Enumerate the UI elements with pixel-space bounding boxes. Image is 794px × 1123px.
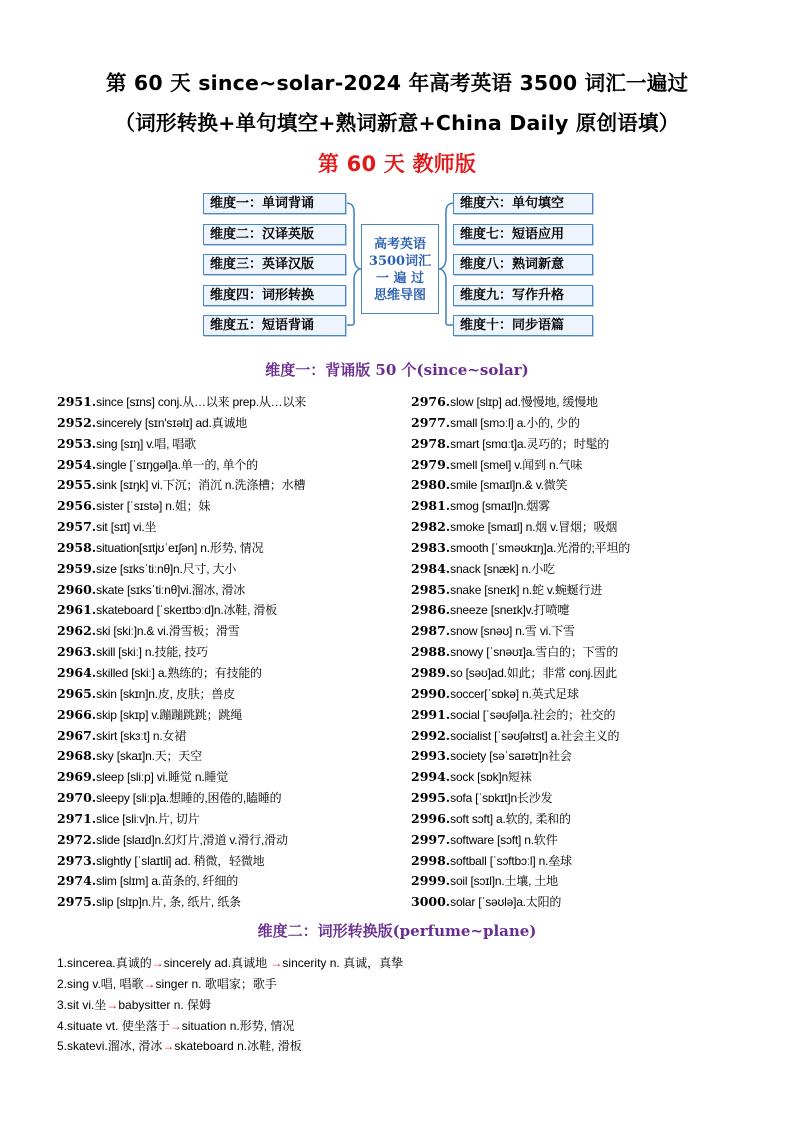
mindmap-node: 维度八：熟词新意 [453,254,593,275]
vocab-text: skip [skɪp] v.蹦蹦跳跳；跳绳 [96,707,243,722]
vocab-text: sink [sɪŋk] vi.下沉；消沉 n.洗涤槽；水槽 [96,478,306,493]
mindmap-node: 维度七：短语应用 [453,224,593,245]
vocab-column-right [411,392,630,913]
vocab-text: smoke [smaɪl] n.烟 v.冒烟；吸烟 [450,520,618,535]
vocab-number: 2974. [57,873,97,889]
vocab-entry [411,538,630,559]
transformation-part: 3.sit vi.坐 [57,997,107,1012]
vocab-text: smile [smaɪl]n.& v.微笑 [450,478,568,493]
vocab-text: solar [ˈsəʊlə]a.太阳的 [450,895,562,910]
vocab-number: 2965. [57,685,97,701]
vocab-number: 2993. [411,748,451,764]
vocab-entry [411,788,630,809]
vocab-text: sincerely [sɪn'sɪəlɪ] ad.真诚地 [96,415,248,430]
mindmap-node: 维度十：同步语篇 [453,315,593,336]
vocab-number: 2961. [57,602,97,618]
edition-label: 第 60 天 教师版 [317,152,477,176]
vocab-text: sister [ˈsɪstə] n.姐；妹 [96,499,211,514]
transformation-part: 2.sing v.唱, 唱歌 [57,976,144,991]
vocab-text: soft sɔft] a.软的, 柔和的 [450,811,571,826]
vocab-entry [411,746,630,767]
transformation-part: skateboard n.冰鞋, 滑板 [174,1039,302,1054]
vocab-text: smart [smɑːt]a.灵巧的；时髦的 [450,436,610,451]
vocab-number: 2975. [57,894,97,910]
vocab-entry [411,455,630,476]
vocab-entry [57,496,306,517]
vocab-text: sock [sɒk]n短袜 [450,770,532,785]
vocab-number: 2959. [57,560,97,576]
vocab-number: 2966. [57,706,97,722]
vocab-text: size [sɪksˈtiːnθ]n.尺寸, 大小 [96,561,237,576]
vocab-entry [57,475,306,496]
vocab-entry [57,871,306,892]
vocab-text: sofa [ˈsɒkɪt]n长沙发 [450,791,553,806]
mindmap-center-line: 3500词汇 [368,254,432,269]
vocab-entry [411,392,630,413]
vocab-entry [411,892,630,913]
mindmap-center-line: 思维导图 [373,288,426,303]
vocab-entry [411,434,630,455]
mindmap-node: 维度二：汉译英版 [203,224,346,245]
mindmap-node: 维度六：单句填空 [453,193,593,214]
vocab-text: social [ˈsəʊʃəl]a.社会的；社交的 [450,707,616,722]
vocab-entry [57,830,306,851]
vocab-number: 2960. [57,581,97,597]
page-subtitle: （词形转换+单句填空+熟词新意+China Daily 原创语填） [114,111,680,135]
vocab-entry [57,705,306,726]
vocab-text: skateboard [ˈskeɪtbɔːd]n.冰鞋, 滑板 [96,603,277,618]
vocab-text: smooth [ˈsməʊkɪŋ]a.光滑的;平坦的 [450,540,631,555]
mindmap-node: 维度三：英译汉版 [203,254,346,275]
vocab-number: 2995. [411,790,451,806]
vocab-number: 2957. [57,519,97,535]
transformation-part: sincerely ad.真诚地 [163,956,271,970]
vocab-entry [411,496,630,517]
vocab-entry [57,538,306,559]
vocab-entry [57,642,306,663]
vocab-entry [411,559,630,580]
vocab-number: 2958. [57,539,97,555]
vocab-number: 2971. [57,810,97,826]
vocab-text: snow [snəʊ] n.雪 vi.下雪 [450,624,575,639]
vocab-entry [411,726,630,747]
vocab-entry [57,809,306,830]
vocab-text: small [smɔːl] a.小的, 少的 [450,415,580,430]
arrow-icon: → [162,1039,175,1054]
vocab-entry [411,663,630,684]
vocab-text: smell [smel] v.闻到 n.气味 [450,457,583,472]
arrow-icon: → [151,956,164,970]
vocab-number: 2990. [411,685,451,701]
vocab-number: 2956. [57,498,97,514]
vocab-number: 2980. [411,477,451,493]
vocab-entry [57,851,306,872]
vocab-number: 3000. [411,894,451,910]
transformation-part: situation n.形势, 情况 [181,1018,295,1033]
vocab-number: 2955. [57,477,97,493]
vocab-entry [57,746,306,767]
vocab-number: 2970. [57,790,97,806]
vocab-text: sneeze [sneɪk]v.打喷嚏 [450,603,570,618]
vocab-number: 2963. [57,644,97,660]
vocab-number: 2962. [57,623,97,639]
vocab-entry [57,726,306,747]
vocab-text: slim [slɪm] a.苗条的, 纤细的 [96,874,239,889]
vocab-text: smog [smaɪl]n.烟雾 [450,499,550,514]
vocab-entry [411,809,630,830]
vocab-entry [57,788,306,809]
vocab-number: 2964. [57,664,97,680]
vocab-entry [57,434,306,455]
vocab-text: so [səʊ]ad.如此；非常 conj.因此 [450,665,617,680]
vocab-text: skate [sɪksˈtiːnθ]vi.溜冰, 滑冰 [96,582,246,597]
vocab-text: softball [ˈsɔftbɔːl] n.垒球 [450,853,572,868]
transformation-item [57,1036,403,1057]
vocab-entry [411,851,630,872]
vocab-text: skirt [skɜːt] n.女裙 [96,728,187,743]
section-title-recite: 维度一：背诵版 50 个(since~solar) [265,361,529,379]
section-title-transform: 维度二：词形转换版(perfume~plane) [257,922,537,940]
vocab-number: 2982. [411,519,451,535]
transformation-part: sincerity n. 真诚，真挚 [282,956,404,970]
vocab-entry [57,455,306,476]
vocab-entry [411,600,630,621]
transformation-item [57,995,403,1016]
vocab-number: 2987. [411,623,451,639]
vocab-text: software [sɔft] n.软件 [450,832,558,847]
vocab-number: 2976. [411,394,451,409]
vocab-number: 2996. [411,810,451,826]
vocab-entry [57,559,306,580]
vocab-number: 2951. [57,394,97,409]
mindmap-node: 维度四：词形转换 [203,285,346,306]
transformation-part: 4.situate vt. 使坐落于 [57,1018,170,1033]
vocab-number: 2988. [411,644,451,660]
transformation-item [57,1016,403,1037]
vocab-number: 2985. [411,581,451,597]
vocab-text: slide [slaɪd]n.幻灯片,滑道 v.滑行,滑动 [96,832,288,847]
transformation-item [57,974,403,995]
arrow-icon: → [106,997,119,1012]
vocab-entry [57,767,306,788]
vocab-number: 2973. [57,852,97,868]
vocab-entry [411,413,630,434]
mindmap-center-line: 高考英语 [373,237,426,252]
vocab-number: 2952. [57,414,97,430]
vocab-text: snowy [ˈsnəʊɪ]a.雪白的；下雪的 [450,645,619,660]
vocab-number: 2967. [57,727,97,743]
mindmap-center-box [361,224,439,314]
vocab-text: slice [sliːv]n.片, 切片 [96,811,200,826]
vocab-text: snack [snæk] n.小吃 [450,561,555,576]
vocab-number: 2968. [57,748,97,764]
vocab-number: 2986. [411,602,451,618]
mindmap-node: 维度一：单词背诵 [203,193,346,214]
vocab-entry [57,892,306,913]
vocab-text: sky [skaɪ]n.天；天空 [96,749,202,764]
vocab-text: society [səˈsaɪətɪ]n社会 [450,749,572,764]
vocab-text: situation[sɪtjʊˈeɪʃən] n.形势, 情况 [96,540,264,555]
vocab-text: single [ˈsɪŋɡəl]a.单一的, 单个的 [96,457,258,472]
vocab-text: skin [skɪn]n.皮, 皮肤；兽皮 [96,686,235,701]
transformation-list [57,953,403,1057]
mindmap-node: 维度五：短语背诵 [203,315,346,336]
vocab-text: since [sɪns] conj.从…以来 prep.从…以来 [96,395,307,409]
vocab-entry [57,600,306,621]
vocab-text: slightly [ˈslaɪtli] ad. 稍微，轻微地 [96,853,265,868]
vocab-entry [411,580,630,601]
vocab-number: 2972. [57,831,97,847]
vocab-number: 2977. [411,414,451,430]
vocab-entry [411,830,630,851]
vocab-number: 2984. [411,560,451,576]
vocab-number: 2999. [411,873,451,889]
vocab-column-left [57,392,306,913]
vocab-entry [411,871,630,892]
vocab-entry [411,684,630,705]
arrow-icon: → [143,976,156,991]
transformation-part: 1.sincerea.真诚的 [57,956,152,970]
vocab-text: sleep [sliːp] vi.睡觉 n.睡觉 [96,770,229,785]
vocab-text: ski [skiː]n.& vi.滑雪板；滑雪 [96,624,240,639]
vocab-entry [411,621,630,642]
vocab-number: 2991. [411,706,451,722]
vocab-number: 2989. [411,664,451,680]
vocab-text: sit [sɪt] vi.坐 [96,520,157,535]
transformation-part: singer n. 歌唱家；歌手 [155,976,277,991]
vocab-entry [57,621,306,642]
vocab-entry [57,413,306,434]
mindmap-node: 维度九：写作升格 [453,285,593,306]
transformation-item [57,953,403,974]
vocab-text: soccer[ˈsɒkə] n.英式足球 [450,686,579,701]
vocab-number: 2983. [411,539,451,555]
vocab-entry [411,475,630,496]
vocab-text: skill [skiː] n.技能, 技巧 [96,645,208,660]
vocab-number: 2997. [411,831,451,847]
vocab-text: socialist [ˈsəʊʃəlɪst] a.社会主义的 [450,728,620,743]
vocab-number: 2978. [411,435,451,451]
vocab-number: 2979. [411,456,451,472]
vocab-number: 2994. [411,769,451,785]
vocab-text: sing [sɪŋ] v.唱, 唱歌 [96,436,196,451]
vocab-entry [411,517,630,538]
vocab-entry [411,642,630,663]
vocab-text: skilled [skiː] a.熟练的；有技能的 [96,665,262,680]
arrow-icon: → [169,1018,182,1033]
vocab-text: slip [slɪp]n.片, 条, 纸片, 纸条 [96,895,241,910]
vocab-entry [411,705,630,726]
vocab-entry [57,663,306,684]
vocab-text: snake [sneɪk] n.蛇 v.蜿蜒行进 [450,582,603,597]
vocab-entry [57,392,306,413]
vocab-text: soil [sɔɪl]n.土壤, 土地 [450,874,558,889]
vocab-entry [411,767,630,788]
mindmap-center-line: 一 遍 过 [375,271,425,286]
vocab-number: 2953. [57,435,97,451]
vocab-number: 2981. [411,498,451,514]
vocab-entry [57,517,306,538]
transformation-part: 5.skatevi.溜冰, 滑冰 [57,1039,163,1054]
vocab-text: sleepy [sliːp]a.想睡的,困倦的,瞌睡的 [96,791,282,806]
vocab-entry [57,580,306,601]
vocab-number: 2992. [411,727,451,743]
transformation-part: babysitter n. 保姆 [118,997,212,1012]
vocab-number: 2954. [57,456,97,472]
vocab-entry [57,684,306,705]
vocab-number: 2998. [411,852,451,868]
vocab-text: slow [slɪp] ad.慢慢地, 缓慢地 [450,395,598,409]
arrow-icon: → [270,956,283,970]
vocab-number: 2969. [57,769,97,785]
page-title: 第 60 天 since~solar-2024 年高考英语 3500 词汇一遍过 [105,71,689,95]
